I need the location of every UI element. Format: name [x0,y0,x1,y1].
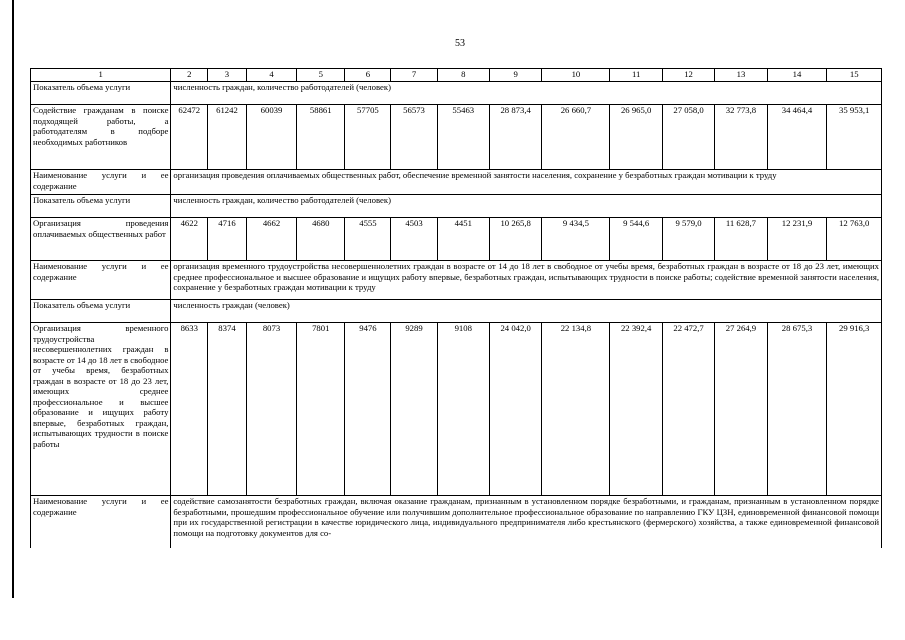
row-label-cell: Показатель объема услуги [31,82,171,105]
header-cell: 10 [542,69,610,82]
header-cell: 3 [208,69,247,82]
header-cell: 6 [345,69,391,82]
label-row [31,82,882,105]
row-label-cell: Показатель объема услуги [31,195,171,218]
value-cell: 9 544,6 [610,218,662,261]
header-cell: 9 [489,69,541,82]
label-row [31,170,882,195]
header-cell: 1 [31,69,171,82]
row-label-cell: Наименование услуги и ее содержание [31,496,171,549]
header-cell: 15 [827,69,882,82]
header-cell: 8 [437,69,489,82]
row-label-cell: Содействие гражданам в поиске подходящей работы, а работодателям в подборе необходимых работников [31,105,171,170]
value-cell: 9108 [437,323,489,496]
description-cell: численность граждан, количество работодателей (человек) [171,195,882,218]
value-cell: 8374 [208,323,247,496]
value-cell: 62472 [171,105,208,170]
value-cell: 35 953,1 [827,105,882,170]
label-row [31,261,882,300]
row-label-cell: Организация временного трудоустройства несовершеннолетних граждан в возрасте от 14 до 18 лет в свободное от учебы время, безработных граждан в возрасте от 18 до 23 лет, имеющих среднее профессиональное и высшее образование и ищущих работу впервые, безработных граждан, испытывающих трудности в поиске работы [31,323,171,496]
value-cell: 4503 [391,218,437,261]
value-cell: 28 873,4 [489,105,541,170]
row-label-cell: Наименование услуги и ее содержание [31,170,171,195]
value-cell: 9476 [345,323,391,496]
value-cell: 12 231,9 [767,218,827,261]
row-label-cell: Наименование услуги и ее содержание [31,261,171,300]
value-cell: 4451 [437,218,489,261]
value-cell: 9 434,5 [542,218,610,261]
header-cell: 13 [715,69,767,82]
value-cell: 57705 [345,105,391,170]
value-cell: 34 464,4 [767,105,827,170]
value-cell: 32 773,8 [715,105,767,170]
value-cell: 7801 [297,323,345,496]
value-cell: 9289 [391,323,437,496]
description-cell: содействие самозанятости безработных граждан, включая оказание гражданам, признанным в установленном порядке безработными, и гражданам, признанным в установленном порядке безработными, прошедшим профессиональное обучение или получившим дополнительное профессиональное образование по направлению ГКУ ЦЗН, единовременной финансовой помощи при их государственной регистрации в качестве юридического лица, индивидуального предпринимателя либо крестьянского (фермерского) хозяйства, а также единовременной финансовой помощи на подготовку документов для со- [171,496,882,549]
value-cell: 12 763,0 [827,218,882,261]
data-row [31,323,882,496]
description-cell: организация проведения оплачиваемых общественных работ, обеспечение временной занятости населения, сохранение у безработных граждан мотивации к труду [171,170,882,195]
value-cell: 8633 [171,323,208,496]
header-cell: 14 [767,69,827,82]
value-cell: 60039 [246,105,296,170]
value-cell: 56573 [391,105,437,170]
description-cell: организация временного трудоустройства несовершеннолетних граждан в возрасте от 14 до 18 лет в свободное от учебы время, безработных граждан в возрасте от 18 до 23 лет, имеющих среднее профессиональное и высшее образование и ищущих работу впервые, безработных граждан, испытывающих трудности в поиске работы; содействие временной занятости населения, сохранение у безработных граждан мотивации к труду [171,261,882,300]
value-cell: 8073 [246,323,296,496]
row-label-cell: Показатель объема услуги [31,300,171,323]
description-cell: численность граждан (человек) [171,300,882,323]
header-cell: 7 [391,69,437,82]
row-label-cell: Организация проведения оплачиваемых общественных работ [31,218,171,261]
value-cell: 4716 [208,218,247,261]
header-cell: 12 [662,69,714,82]
value-cell: 11 628,7 [715,218,767,261]
header-cell: 4 [246,69,296,82]
value-cell: 27 264,9 [715,323,767,496]
left-margin-rule [12,0,14,598]
label-row [31,195,882,218]
value-cell: 4622 [171,218,208,261]
value-cell: 27 058,0 [662,105,714,170]
description-cell: численность граждан, количество работодателей (человек) [171,82,882,105]
table-header-row [31,69,882,82]
value-cell: 9 579,0 [662,218,714,261]
value-cell: 24 042,0 [489,323,541,496]
value-cell: 61242 [208,105,247,170]
data-row [31,218,882,261]
value-cell: 26 965,0 [610,105,662,170]
value-cell: 28 675,3 [767,323,827,496]
value-cell: 55463 [437,105,489,170]
value-cell: 4662 [246,218,296,261]
value-cell: 22 472,7 [662,323,714,496]
label-row [31,300,882,323]
value-cell: 22 134,8 [542,323,610,496]
value-cell: 10 265,8 [489,218,541,261]
value-cell: 4680 [297,218,345,261]
value-cell: 29 916,3 [827,323,882,496]
header-cell: 11 [610,69,662,82]
value-cell: 22 392,4 [610,323,662,496]
label-row [31,496,882,549]
page-number: 53 [455,38,465,49]
services-table [30,68,882,548]
value-cell: 4555 [345,218,391,261]
value-cell: 26 660,7 [542,105,610,170]
data-row [31,105,882,170]
value-cell: 58861 [297,105,345,170]
header-cell: 2 [171,69,208,82]
header-cell: 5 [297,69,345,82]
